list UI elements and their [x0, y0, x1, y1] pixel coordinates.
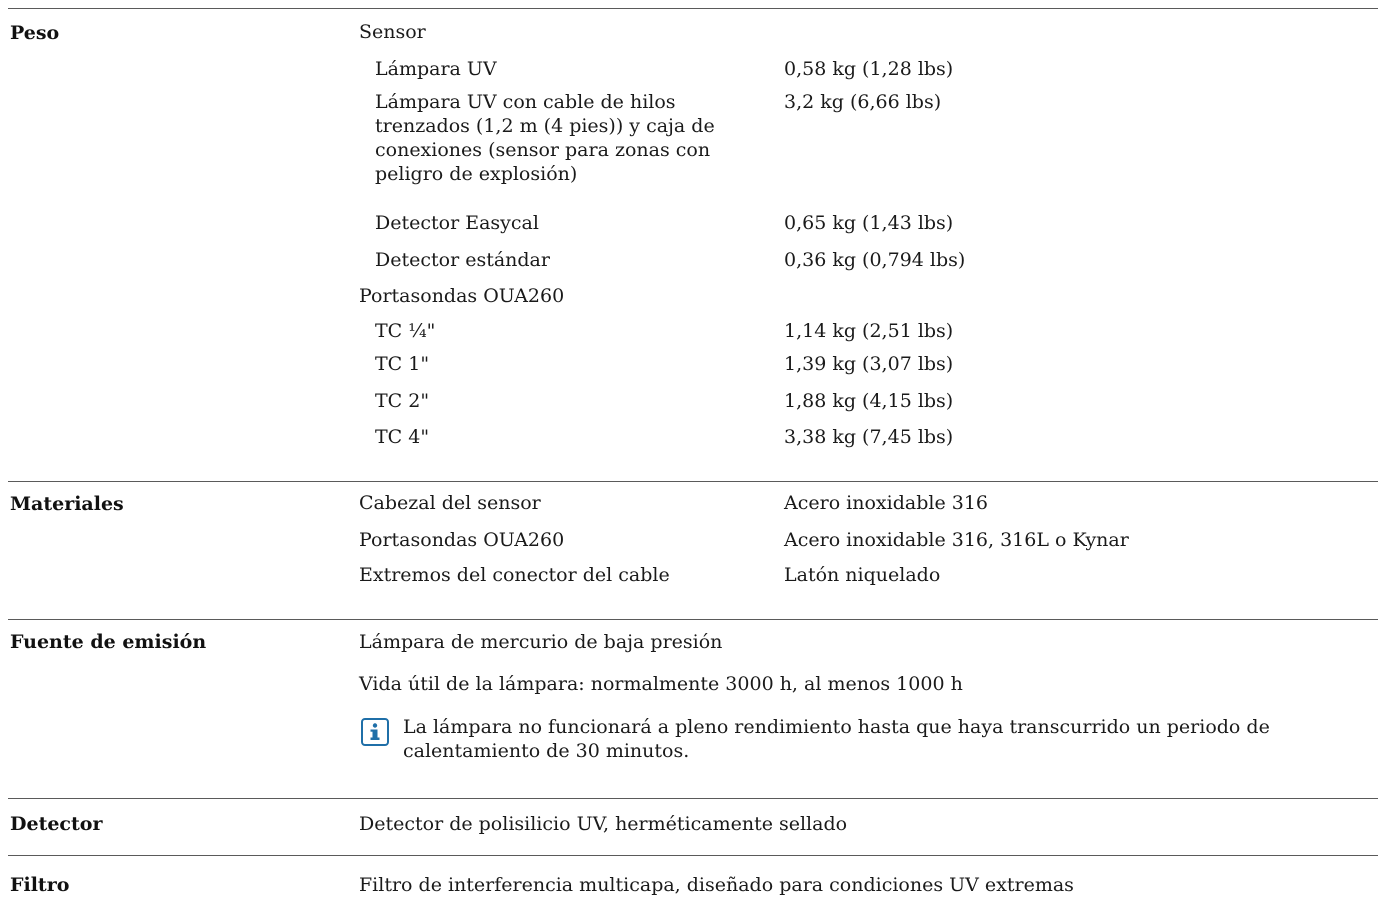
- holder-item-value: 1,39 kg (3,07 lbs): [784, 353, 954, 375]
- material-name: Portasondas OUA260: [359, 529, 565, 551]
- material-value: Acero inoxidable 316, 316L o Kynar: [784, 529, 1129, 551]
- sensor-item-value: 0,58 kg (1,28 lbs): [784, 58, 954, 80]
- detector-text: Detector de polisilicio UV, herméticamente sellado: [359, 813, 848, 835]
- holder-item-value: 1,14 kg (2,51 lbs): [784, 320, 954, 342]
- info-icon: [361, 718, 389, 746]
- material-name: Extremos del conector del cable: [359, 564, 670, 586]
- sensor-item-name: Detector estándar: [375, 249, 550, 271]
- section-materiales: [8, 481, 1378, 607]
- filtro-text: Filtro de interferencia multicapa, diseñado para condiciones UV extremas: [359, 874, 1074, 896]
- holder-item-name: TC 2": [375, 390, 430, 412]
- section-label-detector: Detector: [10, 813, 103, 835]
- holder-item-value: 3,38 kg (7,45 lbs): [784, 426, 954, 448]
- holder-item-name: TC ¼": [375, 320, 436, 342]
- sensor-item-value: 3,2 kg (6,66 lbs): [784, 91, 942, 113]
- section-label-materiales: Materiales: [10, 493, 124, 515]
- section-label-peso: Peso: [10, 22, 60, 44]
- sensor-heading: Sensor: [359, 21, 426, 43]
- section-filtro: [8, 855, 1378, 902]
- holder-item-name: TC 1": [375, 353, 430, 375]
- holder-item-value: 1,88 kg (4,15 lbs): [784, 390, 954, 412]
- sensor-item-name: Lámpara UV: [375, 58, 497, 80]
- holder-item-name: TC 4": [375, 426, 430, 448]
- sensor-item-name: Lámpara UV con cable de hilos trenzados (1,2 m (4 pies)) y caja de conexiones (sensor para zonas con peligro de explosión): [375, 91, 715, 185]
- fuente-note: La lámpara no funcionará a pleno rendimiento hasta que haya transcurrido un periodo de calentamiento de 30 minutos.: [403, 716, 1270, 762]
- fuente-line1: Lámpara de mercurio de baja presión: [359, 631, 723, 653]
- section-peso: [8, 8, 1378, 469]
- material-value: Latón niquelado: [784, 564, 941, 586]
- holder-heading: Portasondas OUA260: [359, 285, 565, 307]
- section-detector: [8, 798, 1378, 854]
- section-label-fuente: Fuente de emisión: [10, 631, 207, 653]
- section-label-filtro: Filtro: [10, 874, 70, 896]
- material-value: Acero inoxidable 316: [784, 492, 988, 514]
- sensor-item-value: 0,36 kg (0,794 lbs): [784, 249, 966, 271]
- sensor-item-value: 0,65 kg (1,43 lbs): [784, 212, 954, 234]
- fuente-line2: Vida útil de la lámpara: normalmente 3000 h, al menos 1000 h: [359, 673, 963, 695]
- sensor-item-name: Detector Easycal: [375, 212, 539, 234]
- material-name: Cabezal del sensor: [359, 492, 541, 514]
- section-fuente-emision: [8, 619, 1378, 797]
